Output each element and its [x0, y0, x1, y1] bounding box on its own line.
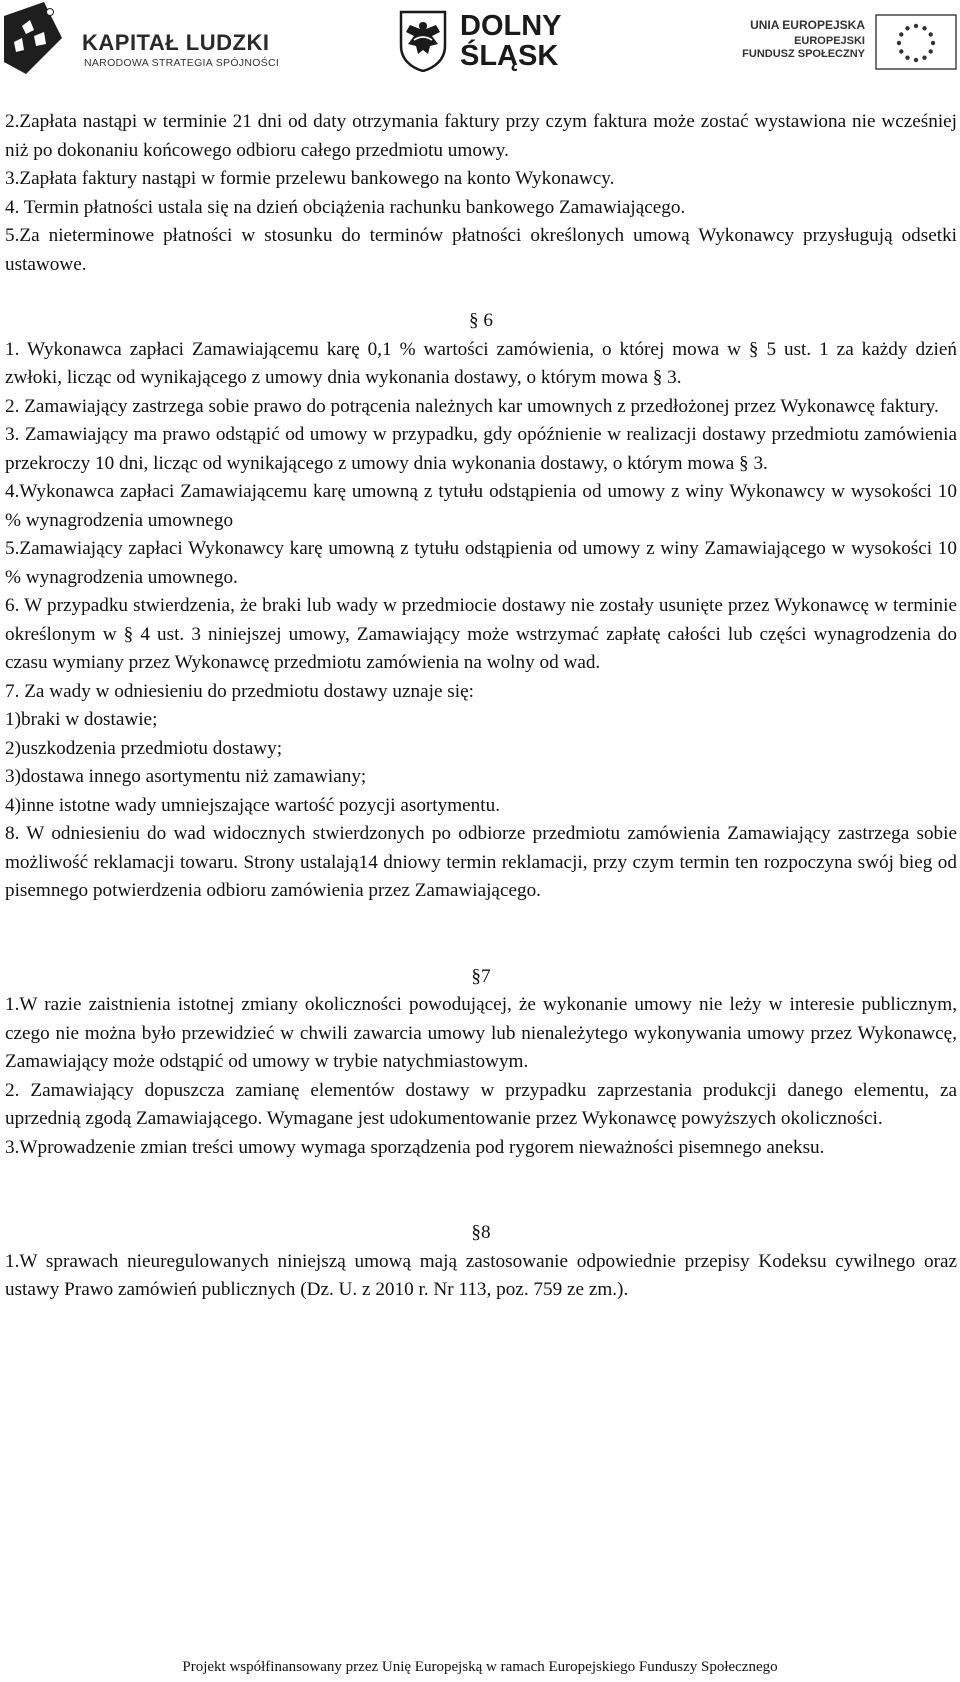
section-7-item: 3.Wprowadzenie zmian treści umowy wymaga sporządzenia pod rygorem nieważności pisemnego aneksu. [5, 1136, 825, 1158]
eagle-crest-icon [398, 10, 448, 72]
section-6-item: 4.Wykonawca zapłaci Zamawiającemu karę umowną z tytułu odstąpienia od umowy z winy Wykonawcy w wysokości 10 % wynagrodzenia umownego [5, 481, 957, 531]
section-6-list-item: 4)inne istotne wady umniejszające wartość pozycji asortymentu. [5, 794, 500, 816]
section-6-item: 2. Zamawiający zastrzega sobie prawo do potrącenia należnych kar umownych z przedłożonej przez Wykonawcę faktury. [5, 395, 939, 417]
page-footer: Projekt współfinansowany przez Unię Europejską w ramach Europejskiego Funduszy Społecznego [182, 1659, 778, 1675]
section-6-list-item: 1)braki w dostawie; [5, 709, 158, 730]
eu-line3: FUNDUSZ SPOŁECZNY [742, 48, 865, 60]
eu-line1: UNIA EUROPEJSKA [750, 18, 865, 32]
section-6-item: 7. Za wady w odniesieniu do przedmiotu dostawy uznaje się: [5, 680, 474, 702]
section-6-item: 8. W odniesieniu do wad widocznych stwierdzonych po odbiorze przedmiotu zamówienia Zamawiający zastrzega sobie możliwość reklamacji towaru. Strony ustalają14 dniowy termin reklamacji, przy czym termin ten rozpoczyna swój bieg od pisemnego potwierdzenia odbioru zamówienia przez Zamawiającego. [5, 823, 957, 901]
section-6-item: 5.Zamawiający zapłaci Wykonawcy karę umowną z tytułu odstąpienia od umowy z winy Zamawiającego w wysokości 10 % wynagrodzenia umownego. [5, 538, 957, 588]
kapital-ludzki-emblem-icon [4, 2, 62, 74]
eu-flag-icon [875, 14, 957, 70]
section-6-list-item: 2)uszkodzenia przedmiotu dostawy; [5, 737, 283, 759]
section-6-item: 3. Zamawiający ma prawo odstąpić od umowy w przypadku, gdy opóźnienie w realizacji dostawy przedmiotu zamówienia przekroczy 10 dni, licząc od wynikającego z umowy dnia wykonania dostawy, o którym mowa § 3. [5, 424, 957, 474]
section-7-item: 2. Zamawiający dopuszcza zamianę elementów dostawy w przypadku zaprzestania produkcji danego elementu, za uprzednią zgodą Zamawiającego. Wymagane jest udokumentowanie przez Wykonawcę powyższych okoliczności. [5, 1079, 957, 1129]
paragraph-payment-3: 3.Zapłata faktury nastąpi w formie przelewu bankowego na konto Wykonawcy. [5, 168, 615, 189]
kapital-ludzki-subtitle: NARODOWA STRATEGIA SPÓJNOŚCI [84, 57, 280, 69]
section-8-heading: §8 [471, 1222, 491, 1243]
section-7-heading: §7 [471, 965, 491, 987]
section-8-item: 1.W sprawach nieuregulowanych niniejszą umową mają zastosowanie odpowiednie przepisy Kodeksu cywilnego oraz ustawy Prawo zamówień publicznych (Dz. U. z 2010 r. Nr 113, poz. 759 ze zm.). [5, 1250, 957, 1300]
eu-logo [742, 14, 957, 70]
section-6-list-item: 3)dostawa innego asortymentu niż zamawiany; [5, 766, 367, 787]
section-6-heading: § 6 [469, 310, 493, 331]
document-body [5, 108, 957, 1305]
dolny-slask-line1: DOLNY [460, 10, 562, 42]
page-header [0, 0, 960, 80]
paragraph-payment-5: 5.Za nieterminowe płatności w stosunku do terminów płatności określonych umową Wykonawcy przysługują odsetki ustawowe. [5, 225, 957, 275]
kapital-ludzki-title: KAPITAŁ LUDZKI [82, 30, 270, 55]
section-7-item: 1.W razie zaistnienia istotnej zmiany okoliczności powodującej, że wykonanie umowy nie leży w interesie publicznym, czego nie można było przewidzieć w chwili zawarcia umowy lub nienależytego wykonywania umowy przez Wykonawcę, Zamawiający może odstąpić od umowy w trybie natychmiastowym. [5, 994, 957, 1072]
eu-line2: EUROPEJSKI [794, 35, 865, 47]
dolny-slask-logo [398, 10, 588, 72]
section-6-item: 6. W przypadku stwierdzenia, że braki lub wady w przedmiocie dostawy nie zostały usunięte przez Wykonawcę w terminie określonym w § 4 ust. 3 niniejszej umowy, Zamawiający może wstrzymać zapłatę całości lub części wynagrodzenia do czasu wymiany przez Wykonawcę przedmiotu zamówienia na wolny od wad. [5, 595, 957, 673]
section-6-item: 1. Wykonawca zapłaci Zamawiającemu karę 0,1 % wartości zamówienia, o której mowa w § 5 ust. 1 za każdy dzień zwłoki, licząc od wynikającego z umowy dnia wykonania dostawy, o którym mowa § 3. [5, 338, 957, 388]
dolny-slask-line2: ŚLĄSK [460, 40, 559, 72]
kapital-ludzki-logo [4, 2, 280, 74]
paragraph-payment-4: 4. Termin płatności ustala się na dzień obciążenia rachunku bankowego Zamawiającego. [5, 196, 686, 218]
paragraph-payment-2: 2.Zapłata nastąpi w terminie 21 dni od daty otrzymania faktury przy czym faktura może zostać wystawiona nie wcześniej niż po dokonaniu końcowego odbioru całego przedmiotu umowy. [5, 111, 957, 161]
